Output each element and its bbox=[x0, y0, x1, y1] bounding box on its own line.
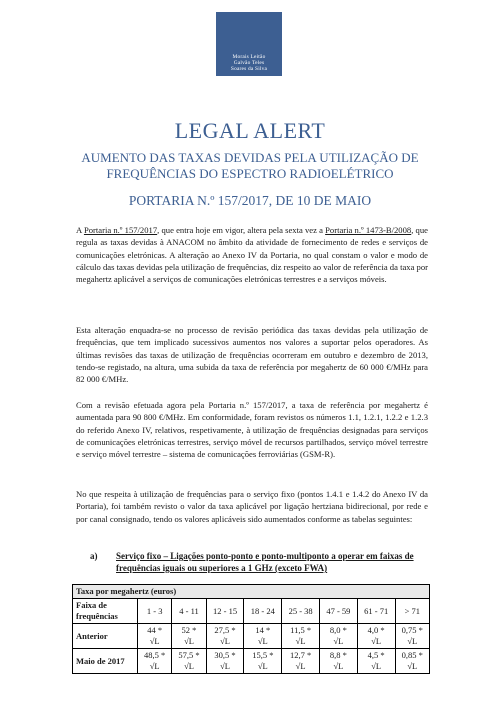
p3-text: Com a revisão efetuada agora pela Portaria n.º 157/2017, a taxa de referência por megahertz é aumentada para 90 800 €/MHz. Em conformidade, foram revistos os números 1.1, 1.2.1, 1.2.2 e 1.2.3 do referido Anexo IV, relativos, respetivamente, à utilização de frequências designadas para serviços de comunicações eletrónicas terrestres, serviço móvel de recursos partilhados, serviço móvel terrestre e serviço móvel terrestre – sistema de comunicações ferroviárias (GSM-R). bbox=[76, 400, 428, 460]
firm-logo bbox=[216, 12, 282, 76]
table-row bbox=[73, 649, 430, 674]
table-cell: 4,0 * √L bbox=[357, 624, 395, 649]
paragraph-3 bbox=[76, 399, 428, 460]
logo-line-3: Soares da Silva bbox=[230, 66, 268, 72]
column-header: 4 - 11 bbox=[172, 599, 206, 624]
table-cell: 57,5 * √L bbox=[172, 649, 206, 674]
section-a-heading bbox=[90, 550, 430, 574]
portaria-heading: PORTARIA N.º 157/2017, DE 10 DE MAIO bbox=[128, 193, 372, 208]
document-subtitle bbox=[60, 150, 440, 182]
row-label: Anterior bbox=[73, 624, 138, 649]
p2-text: Esta alteração enquadra-se no processo de revisão periódica das taxas devidas pela utilização de frequências, que tem implicado sucessivos aumentos nos valores a suportar pelos operadores. As últimas revisões das taxas de utilização de frequências ocorreram em outubro e dezembro de 2013, tendo-se registado, na altura, uma subida da taxa de referência por megahertz de 60 000 €/MHz para 82 000 €/MHz. bbox=[76, 325, 428, 385]
column-header: 47 - 59 bbox=[320, 599, 358, 624]
portaria-1473b-link[interactable]: Portaria n.º 1473-B/2008 bbox=[325, 225, 412, 235]
section-a-title: Serviço fixo – Ligações ponto-ponto e ponto-multiponto a operar em faixas de frequências iguais ou superiores a 1 GHz (exceto FWA) bbox=[116, 551, 414, 573]
paragraph-4 bbox=[76, 488, 428, 525]
fees-table bbox=[72, 584, 430, 674]
row-label-header: Faixa de frequências bbox=[73, 599, 138, 624]
logo-line-2: Galvão Teles bbox=[233, 60, 265, 66]
table-cell: 48,5 * √L bbox=[138, 649, 172, 674]
subtitle-line-2: FREQUÊNCIAS DO ESPECTRO RADIOELÉTRICO bbox=[106, 166, 394, 181]
paragraph-1 bbox=[76, 224, 428, 285]
table-cell: 0,75 * √L bbox=[395, 624, 429, 649]
document-title: LEGAL ALERT bbox=[174, 118, 326, 143]
table-cell: 11,5 * √L bbox=[282, 624, 320, 649]
column-header: 18 - 24 bbox=[244, 599, 282, 624]
table-cell: 8,8 * √L bbox=[320, 649, 358, 674]
firm-logo-text bbox=[216, 54, 282, 72]
table-cell: 27,5 * √L bbox=[206, 624, 244, 649]
table-cell: 44 * √L bbox=[138, 624, 172, 649]
paragraph-2 bbox=[76, 324, 428, 385]
table-cell: 14 * √L bbox=[244, 624, 282, 649]
table-cell: 52 * √L bbox=[172, 624, 206, 649]
p1-text-b: , que entra hoje em vigor, altera pela sexta vez a bbox=[157, 225, 326, 235]
table-header-row bbox=[73, 599, 430, 624]
column-header: 61 - 71 bbox=[357, 599, 395, 624]
table-cell: 0,85 * √L bbox=[395, 649, 429, 674]
p1-text-a: A bbox=[76, 225, 84, 235]
table-cell: 12,7 * √L bbox=[282, 649, 320, 674]
p1-text-c: , que regula as taxas devidas à ANACOM no âmbito da atividade de fornecimento de redes e serviços de comunicações eletrónicas. A alteração ao Anexo IV da Portaria, no qual constam o valor e modo de cálculo das taxas devidas pela utilização de frequências, diz respeito ao valor de referência da taxa por megahertz aplicável a serviços de comunicações eletrónicas terrestres e a serviços móveis. bbox=[76, 225, 428, 285]
column-header: 25 - 38 bbox=[282, 599, 320, 624]
column-header: 12 - 15 bbox=[206, 599, 244, 624]
section-a-letter: a) bbox=[90, 551, 98, 561]
portaria-157-link[interactable]: Portaria n.º 157/2017 bbox=[83, 225, 158, 235]
p4-text: No que respeita à utilização de frequências para o serviço fixo (pontos 1.4.1 e 1.4.2 do Anexo IV da Portaria), foi também revisto o valor da taxa aplicável por ligação hertziana bidirecional, por rede e por canal consignado, tendo os valores aplicáveis sido aumentados conforme as tabelas seguintes: bbox=[76, 489, 428, 524]
table-cell: 8,0 * √L bbox=[320, 624, 358, 649]
logo-line-1: Morais Leitão bbox=[232, 54, 266, 60]
row-label: Maio de 2017 bbox=[73, 649, 138, 674]
table-caption-row bbox=[73, 585, 430, 599]
table-cell: 30,5 * √L bbox=[206, 649, 244, 674]
column-header: 1 - 3 bbox=[138, 599, 172, 624]
table-cell: 4,5 * √L bbox=[357, 649, 395, 674]
column-header: > 71 bbox=[395, 599, 429, 624]
subtitle-line-1: AUMENTO DAS TAXAS DEVIDAS PELA UTILIZAÇÃO DE bbox=[81, 150, 419, 165]
table-cell: 15,5 * √L bbox=[244, 649, 282, 674]
table-caption: Taxa por megahertz (euros) bbox=[73, 585, 430, 599]
table-row bbox=[73, 624, 430, 649]
